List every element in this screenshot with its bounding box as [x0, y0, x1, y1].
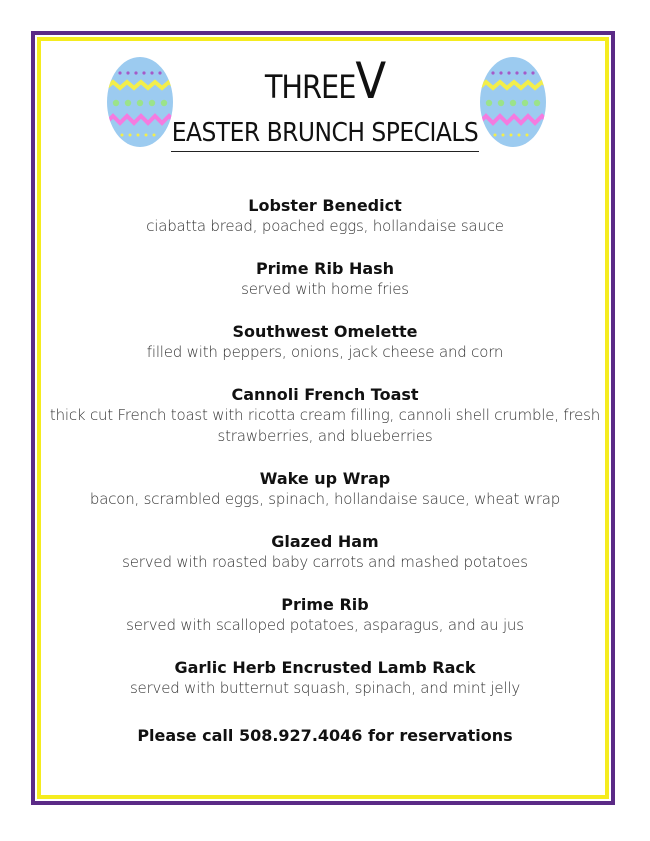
menu-item-name: Southwest Omelette	[232, 322, 418, 341]
reservation-note: Please call 508.927.4046 for reservations	[137, 726, 513, 745]
logo-text-three: THREE	[264, 68, 356, 106]
menu-item	[40, 658, 610, 699]
menu-item-description: thick cut French toast with ricotta cream filling, cannoli shell crumble, fresh strawberries, and blueberries	[49, 406, 601, 445]
menu-item	[40, 469, 610, 510]
menu-item	[40, 532, 610, 573]
menu-item-name: Garlic Herb Encrusted Lamb Rack	[174, 658, 476, 677]
menu-item-description: served with roasted baby carrots and mashed potatoes	[122, 553, 528, 571]
page-title	[0, 118, 650, 152]
menu-item-description: served with home fries	[241, 280, 409, 298]
page-title-text: EASTER BRUNCH SPECIALS	[171, 118, 479, 152]
menu-item-name: Lobster Benedict	[248, 196, 402, 215]
menu-item	[40, 259, 610, 300]
menu-item	[40, 196, 610, 237]
menu-item-name: Glazed Ham	[271, 532, 379, 551]
menu-item-description: filled with peppers, onions, jack cheese and corn	[146, 343, 504, 361]
menu-item-description: served with scalloped potatoes, asparagus, and au jus	[126, 616, 524, 634]
menu-item-name: Wake up Wrap	[259, 469, 391, 488]
logo-text-v: V	[355, 52, 386, 110]
menu-item-name: Cannoli French Toast	[231, 385, 419, 404]
restaurant-logo	[0, 52, 650, 110]
menu-item-name: Prime Rib	[281, 595, 369, 614]
menu-item	[40, 595, 610, 636]
menu-item	[40, 322, 610, 363]
menu-item-name: Prime Rib Hash	[255, 259, 395, 278]
menu-list	[40, 196, 610, 721]
menu-item-description: ciabatta bread, poached eggs, hollandaise sauce	[146, 217, 504, 235]
menu-item-description: served with butternut squash, spinach, and mint jelly	[129, 679, 521, 697]
menu-item-description: bacon, scrambled eggs, spinach, hollandaise sauce, wheat wrap	[89, 490, 561, 508]
menu-item	[40, 385, 610, 447]
